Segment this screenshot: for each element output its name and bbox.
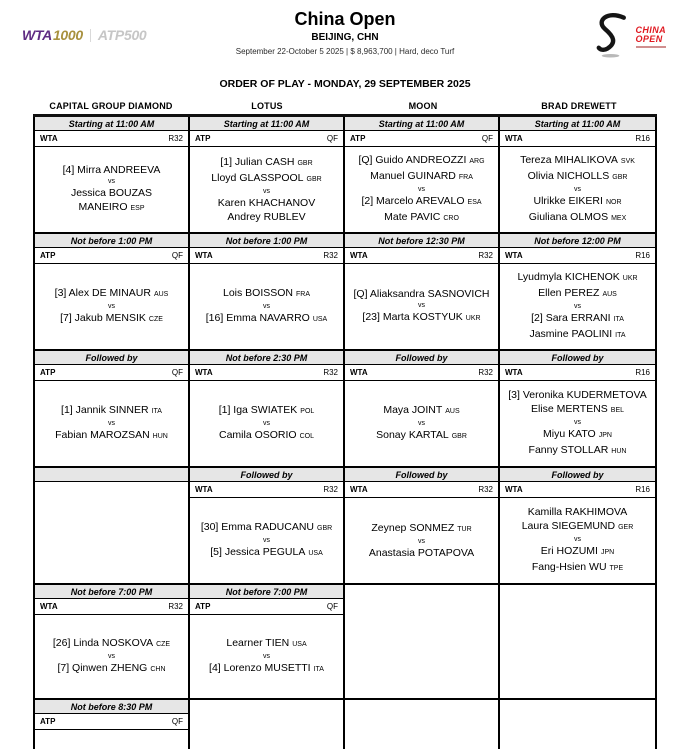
player-name [210,545,323,561]
tour-label: WTA [195,368,213,377]
schedule-cell [500,234,655,351]
country-code: TUR [457,526,472,533]
wta-tier-label: 1000 [52,27,83,43]
player-name [531,402,624,418]
player-name-text: [30] Emma RADUCANU [200,521,315,533]
player-name [520,153,635,169]
player-name [57,661,165,677]
country-code: AUS [445,408,460,415]
player-name [508,388,647,402]
player-name [201,520,332,536]
match-area [190,147,343,232]
player-name-text: Kamilla RAKHIMOVA [527,506,628,518]
session-time-band: Not before 1:00 PM [35,234,188,248]
schedule-cell [345,351,500,468]
player-name-text: Olivia NICHOLLS [527,170,610,182]
player-name [383,403,459,419]
tour-label: ATP [350,134,366,143]
vs-label: vs [108,303,115,310]
player-name-text: Camila OSORIO [218,429,297,441]
tour-label: ATP [40,251,56,260]
player-name [218,196,315,210]
country-code: SVK [620,158,635,165]
match-type-row [35,599,188,615]
vs-label: vs [263,537,270,544]
schedule-cell [345,234,500,351]
schedule-cell [345,700,500,749]
player-name [531,311,624,327]
schedule-cell [35,234,190,351]
player-name [362,310,480,326]
match-type-row [345,248,498,264]
country-code: GBR [317,525,333,532]
country-code: CZE [156,641,171,648]
match-area [500,381,655,466]
order-of-play-title: ORDER OF PLAY - MONDAY, 29 SEPTEMBER 2025 [219,78,471,90]
country-code: AUS [602,291,617,298]
vs-label: vs [574,536,581,543]
tour-label: WTA [350,368,368,377]
player-name [55,428,168,444]
schedule-cell [35,117,190,234]
player-name-text: Anastasia POTAPOVA [368,547,475,559]
country-code: AUS [153,291,169,298]
schedule-cell [190,234,345,351]
session-time-band: Not before 2:30 PM [190,351,343,365]
session-time-band: Followed by [500,468,655,482]
player-name [63,163,161,177]
player-name-text: Lloyd GLASSPOOL [211,172,304,184]
player-name [37,186,186,216]
vs-label: vs [418,186,425,193]
country-code: GBR [306,176,322,183]
match-type-row [500,482,655,498]
player-name-text: Lois BOISSON [222,287,294,299]
session-time-band: Followed by [35,351,188,365]
player-name [354,287,490,301]
round-label: R32 [478,368,493,377]
round-label: R32 [168,602,183,611]
player-name [358,153,484,169]
player-name-text: Eri HOZUMI [540,545,598,557]
player-name [227,210,305,224]
schedule-cell [500,351,655,468]
court-name: BRAD DREWETT [541,101,617,111]
round-label: QF [171,368,183,377]
china-open-logo-text [636,26,667,48]
match-area [35,147,188,232]
match-type-row [190,365,343,381]
tour-label: ATP [195,602,211,611]
player-name [370,169,473,185]
player-name-text: Sonay KARTAL [376,429,449,441]
player-name [211,171,321,187]
vs-label: vs [263,420,270,427]
player-name-text: Andrey RUBLEV [227,211,306,223]
player-name-text: [Q] Aliaksandra SASNOVICH [353,288,490,300]
tour-label: ATP [40,368,56,377]
player-name-text: [4] Mirra ANDREEVA [62,164,161,176]
country-code: TPE [609,565,624,572]
match-type-row [345,131,498,147]
player-name [538,286,617,302]
schedule-cell [190,585,345,700]
round-label: R16 [635,485,650,494]
player-name-text: Mate PAVIC [384,211,441,223]
country-code: ESP [130,205,145,212]
schedule-cell [35,585,190,700]
china-open-swirl-icon [590,10,634,62]
player-name-text: Maya JOINT [383,404,443,416]
page-header [0,0,690,100]
player-name-text: [7] Qinwen ZHENG [57,662,148,674]
player-name-text: Elise MERTENS [530,403,608,415]
player-name-text: [4] Lorenzo MUSETTI [209,662,311,674]
player-name [55,286,169,302]
schedule-cell [35,351,190,468]
match-type-row [190,131,343,147]
player-name-text: Fabian MAROZSAN [55,429,150,441]
vs-label: vs [574,186,581,193]
tour-label: WTA [40,602,58,611]
player-name-text: Fanny STOLLAR [528,444,609,456]
player-name-text: [5] Jessica PEGULA [210,546,306,558]
player-name [369,546,474,560]
player-name-text: Ellen PEREZ [538,287,600,299]
player-name-text: [Q] Guido ANDREOZZI [358,154,467,166]
country-code: ARG [469,158,485,165]
schedule-cell [190,351,345,468]
player-name [384,210,459,226]
player-name-text: [23] Marta KOSTYUK [362,311,463,323]
vs-label: vs [574,419,581,426]
vs-label: vs [574,303,581,310]
session-time-band: Not before 7:00 PM [190,585,343,599]
tour-label: WTA [40,134,58,143]
player-name-text: Zeynep SONMEZ [371,522,455,534]
player-name [219,428,314,444]
match-area [35,264,188,349]
vs-label: vs [263,653,270,660]
player-name-text: [16] Emma NAVARRO [205,312,310,324]
china-open-logo [590,10,667,62]
match-area [35,381,188,466]
vs-label: vs [263,303,270,310]
country-code: MEX [611,215,627,222]
country-code: NOR [605,199,622,206]
tour-label: ATP [195,134,211,143]
match-type-row [190,248,343,264]
country-code: UKR [622,275,638,282]
player-name [376,428,467,444]
match-area [345,585,498,698]
match-type-row [345,365,498,381]
round-label: R32 [323,485,338,494]
tour-label: WTA [505,485,523,494]
country-code: JPN [600,549,615,556]
china-open-logo-line1: CHINA [635,25,666,35]
player-name [528,169,628,185]
wta-logo: WTA [22,27,52,43]
session-time-band: Not before 1:00 PM [190,234,343,248]
country-code: POL [300,408,315,415]
schedule-cell [345,585,500,700]
tournament-details: September 22-October 5 2025 | $ 8,963,700 | Hard, deco Turf [235,47,455,56]
country-code: GBR [612,174,628,181]
tour-label: WTA [195,251,213,260]
player-name-text: Jasmine PAOLINI [529,328,613,340]
round-label: QF [171,251,183,260]
player-name-text: [1] Jannik SINNER [61,404,149,416]
vs-label: vs [263,188,270,195]
player-name-text: [2] Marcelo AREVALO [361,195,465,207]
tour-label: WTA [505,251,523,260]
country-code: USA [308,550,323,557]
player-name [361,194,481,210]
schedule-cell [190,468,345,585]
session-time-band: Starting at 11:00 AM [35,117,188,131]
tour-label: WTA [350,485,368,494]
round-label: R16 [635,251,650,260]
round-label: R32 [478,485,493,494]
country-code: GBR [451,433,467,440]
player-name-text: Ulrikke EIKERI [533,195,603,207]
player-name [517,270,637,286]
player-name-text: [26] Linda NOSKOVA [52,637,154,649]
player-name-text: Giuliana OLMOS [528,211,609,223]
round-label: QF [171,717,183,726]
session-time-band [35,468,188,482]
match-type-row [345,482,498,498]
country-code: ITA [313,666,324,673]
player-name-text: Jessica BOUZAS MANEIRO [70,187,153,213]
round-label: R16 [635,368,650,377]
player-name [529,327,625,343]
courts-header-row [33,100,657,114]
player-name [541,544,614,560]
round-label: R32 [323,251,338,260]
match-type-row [500,365,655,381]
player-name [534,194,622,210]
session-time-band: Starting at 11:00 AM [190,117,343,131]
session-time-band: Starting at 11:00 AM [500,117,655,131]
country-code: ITA [613,316,624,323]
player-name-text: [1] Iga SWIATEK [218,404,298,416]
player-name [209,661,324,677]
match-area [500,700,655,749]
schedule-cell [190,117,345,234]
match-type-row [190,599,343,615]
vs-label: vs [108,420,115,427]
country-code: CRO [443,215,459,222]
round-label: QF [326,602,338,611]
player-name [61,403,162,419]
player-name [522,519,634,535]
country-code: HUN [611,448,627,455]
match-area [190,615,343,698]
match-area [190,498,343,583]
tour-label: WTA [350,251,368,260]
player-name-text: Tereza MIHALIKOVA [520,154,618,166]
player-name [219,403,315,419]
match-type-row [35,714,188,730]
schedule-cell [500,468,655,585]
player-name [529,210,627,226]
tour-logos [22,27,146,43]
schedule-cell [345,117,500,234]
match-area [35,482,188,583]
player-name-text: Laura SIEGEMUND [521,520,616,532]
player-name [543,427,612,443]
player-name-text: Manuel GUINARD [370,170,456,182]
tournament-title: China Open [294,9,396,29]
country-code: GER [618,524,634,531]
schedule-cell [345,468,500,585]
match-area [500,498,655,583]
vs-label: vs [418,302,425,309]
country-code: CZE [148,316,163,323]
schedule-grid [33,117,657,749]
match-area [500,585,655,698]
session-time-band: Not before 7:00 PM [35,585,188,599]
china-open-logo-tagline [636,46,666,48]
country-code: UKR [465,315,481,322]
match-area [500,264,655,349]
country-code: BEL [610,407,625,414]
player-name-text: [1] Julian CASH [220,156,295,168]
vs-label: vs [418,420,425,427]
court-name: CAPITAL GROUP DIAMOND [49,101,173,111]
atp-logo: ATP [97,27,124,43]
match-area [190,264,343,349]
country-code: HUN [152,433,168,440]
session-time-band: Starting at 11:00 AM [345,117,498,131]
tour-label: WTA [505,134,523,143]
schedule-cell [190,700,345,749]
logo-divider [90,29,91,42]
match-type-row [190,482,343,498]
match-area [35,730,188,749]
court-name: MOON [408,101,438,111]
vs-label: vs [418,538,425,545]
player-name [223,286,310,302]
match-type-row [35,131,188,147]
player-name-text: Fang-Hsien WU [531,561,607,573]
schedule-cell [35,468,190,585]
player-name [226,636,306,652]
country-code: JPN [598,432,612,439]
country-code: FRA [296,291,311,298]
tournament-location: BEIJING, CHN [311,32,379,43]
match-area [345,264,498,349]
country-code: USA [292,641,307,648]
session-time-band: Not before 12:00 PM [500,234,655,248]
player-name [529,443,627,459]
player-name [371,521,471,537]
player-name-text: [3] Veronika KUDERMETOVA [508,389,647,401]
player-name [532,560,623,576]
player-name-text: [3] Alex DE MINAUR [54,287,151,299]
session-time-band: Not before 12:30 PM [345,234,498,248]
match-type-row [35,248,188,264]
country-code: FRA [458,174,473,181]
player-name [220,155,312,171]
player-name-text: Lyudmyla KICHENOK [517,271,620,283]
round-label: R32 [478,251,493,260]
country-code: ITA [151,408,162,415]
session-time-band: Followed by [190,468,343,482]
player-name-text: Miyu KATO [543,428,596,440]
vs-label: vs [108,653,115,660]
round-label: QF [326,134,338,143]
china-open-logo-line2: OPEN [635,34,663,44]
match-type-row [500,131,655,147]
country-code: GBR [297,160,313,167]
country-code: USA [312,316,328,323]
player-name-text: [2] Sara ERRANI [531,312,611,324]
match-type-row [35,365,188,381]
round-label: QF [481,134,493,143]
court-name: LOTUS [251,101,283,111]
tour-label: WTA [195,485,213,494]
country-code: CHN [150,666,166,673]
match-type-row [500,248,655,264]
tour-label: WTA [505,368,523,377]
session-time-band: Not before 8:30 PM [35,700,188,714]
atp-tier-label: 500 [123,27,147,43]
player-name-text: Learner TIEN [226,637,290,649]
match-area [345,498,498,583]
vs-label: vs [108,178,115,185]
tour-label: ATP [40,717,56,726]
schedule-cell [500,585,655,700]
country-code: ESA [467,199,482,206]
player-name [53,636,170,652]
order-of-play-table [33,100,657,749]
round-label: R32 [323,368,338,377]
country-code: COL [299,433,314,440]
country-code: ITA [615,332,626,339]
player-name [60,311,163,327]
round-label: R16 [635,134,650,143]
player-name-text: [7] Jakub MENSIK [60,312,146,324]
schedule-cell [500,117,655,234]
schedule-cell [35,700,190,749]
player-name-text: Karen KHACHANOV [217,197,316,209]
match-area [345,147,498,232]
player-name [206,311,327,327]
player-name [528,505,628,519]
match-area [190,700,343,749]
match-area [345,700,498,749]
schedule-cell [500,700,655,749]
session-time-band: Followed by [500,351,655,365]
match-area [190,381,343,466]
session-time-band: Followed by [345,468,498,482]
round-label: R32 [168,134,183,143]
match-area [345,381,498,466]
match-area [500,147,655,232]
session-time-band: Followed by [345,351,498,365]
match-area [35,615,188,698]
